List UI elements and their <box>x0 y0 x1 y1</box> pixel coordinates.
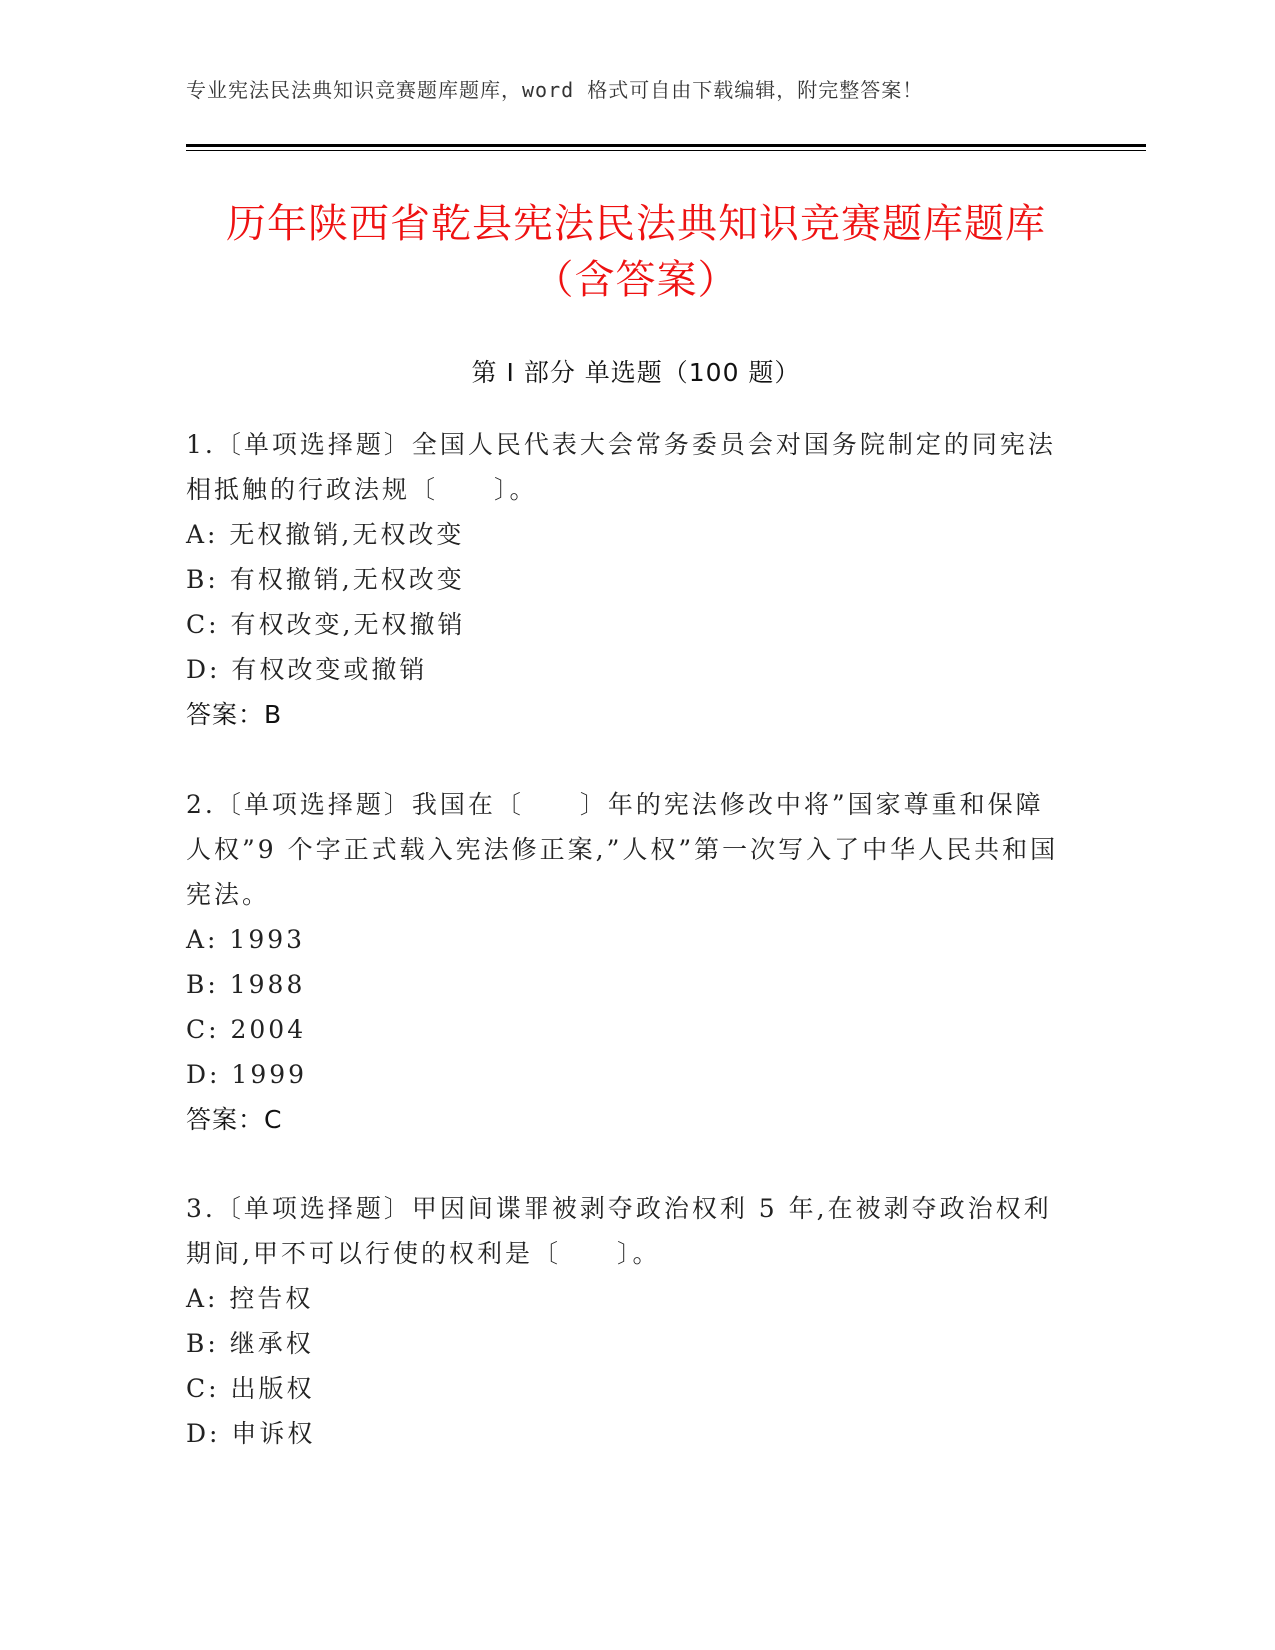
option-a: A: 1993 <box>186 925 306 954</box>
document-title: 历年陕西省乾县宪法民法典知识竞赛题库题库（含答案） <box>226 201 1046 303</box>
option-d: D: 1999 <box>186 1060 308 1089</box>
header-note: 专业宪法民法典知识竞赛题库题库，word 格式可自由下载编辑，附完整答案！ <box>186 78 924 102</box>
question-2 <box>186 782 1066 1142</box>
option-b: B: 继承权 <box>186 1329 314 1358</box>
header-divider-thin <box>186 150 1146 151</box>
option-d: D: 申诉权 <box>186 1419 316 1448</box>
option-d: D: 有权改变或撤销 <box>186 655 428 684</box>
header-divider <box>186 144 1146 147</box>
option-b: B: 1988 <box>186 970 306 999</box>
option-c: C: 2004 <box>186 1015 307 1044</box>
question-stem: 2.〔单项选择题〕我国在〔 〕年的宪法修改中将”国家尊重和保障人权”9 个字正式载入宪法修正案,”人权”第一次写入了中华人民共和国宪法。 <box>186 790 1059 909</box>
option-b: B: 有权撤销,无权改变 <box>186 565 465 594</box>
option-c: C: 出版权 <box>186 1374 315 1403</box>
answer-label: 答案：B <box>186 700 283 729</box>
question-stem: 1.〔单项选择题〕全国人民代表大会常务委员会对国务院制定的同宪法相抵触的行政法规〔 〕。 <box>186 430 1056 504</box>
question-3 <box>186 1186 1066 1456</box>
answer-label: 答案：C <box>186 1105 283 1134</box>
question-1 <box>186 422 1066 737</box>
option-a: A: 控告权 <box>186 1284 314 1313</box>
option-c: C: 有权改变,无权撤销 <box>186 610 466 639</box>
option-a: A: 无权撤销,无权改变 <box>186 520 465 549</box>
question-stem: 3.〔单项选择题〕甲因间谍罪被剥夺政治权利 5 年,在被剥夺政治权利期间,甲不可以行使的权利是〔 〕。 <box>186 1194 1052 1268</box>
section-heading: 第 I 部分 单选题（100 题） <box>471 358 801 387</box>
